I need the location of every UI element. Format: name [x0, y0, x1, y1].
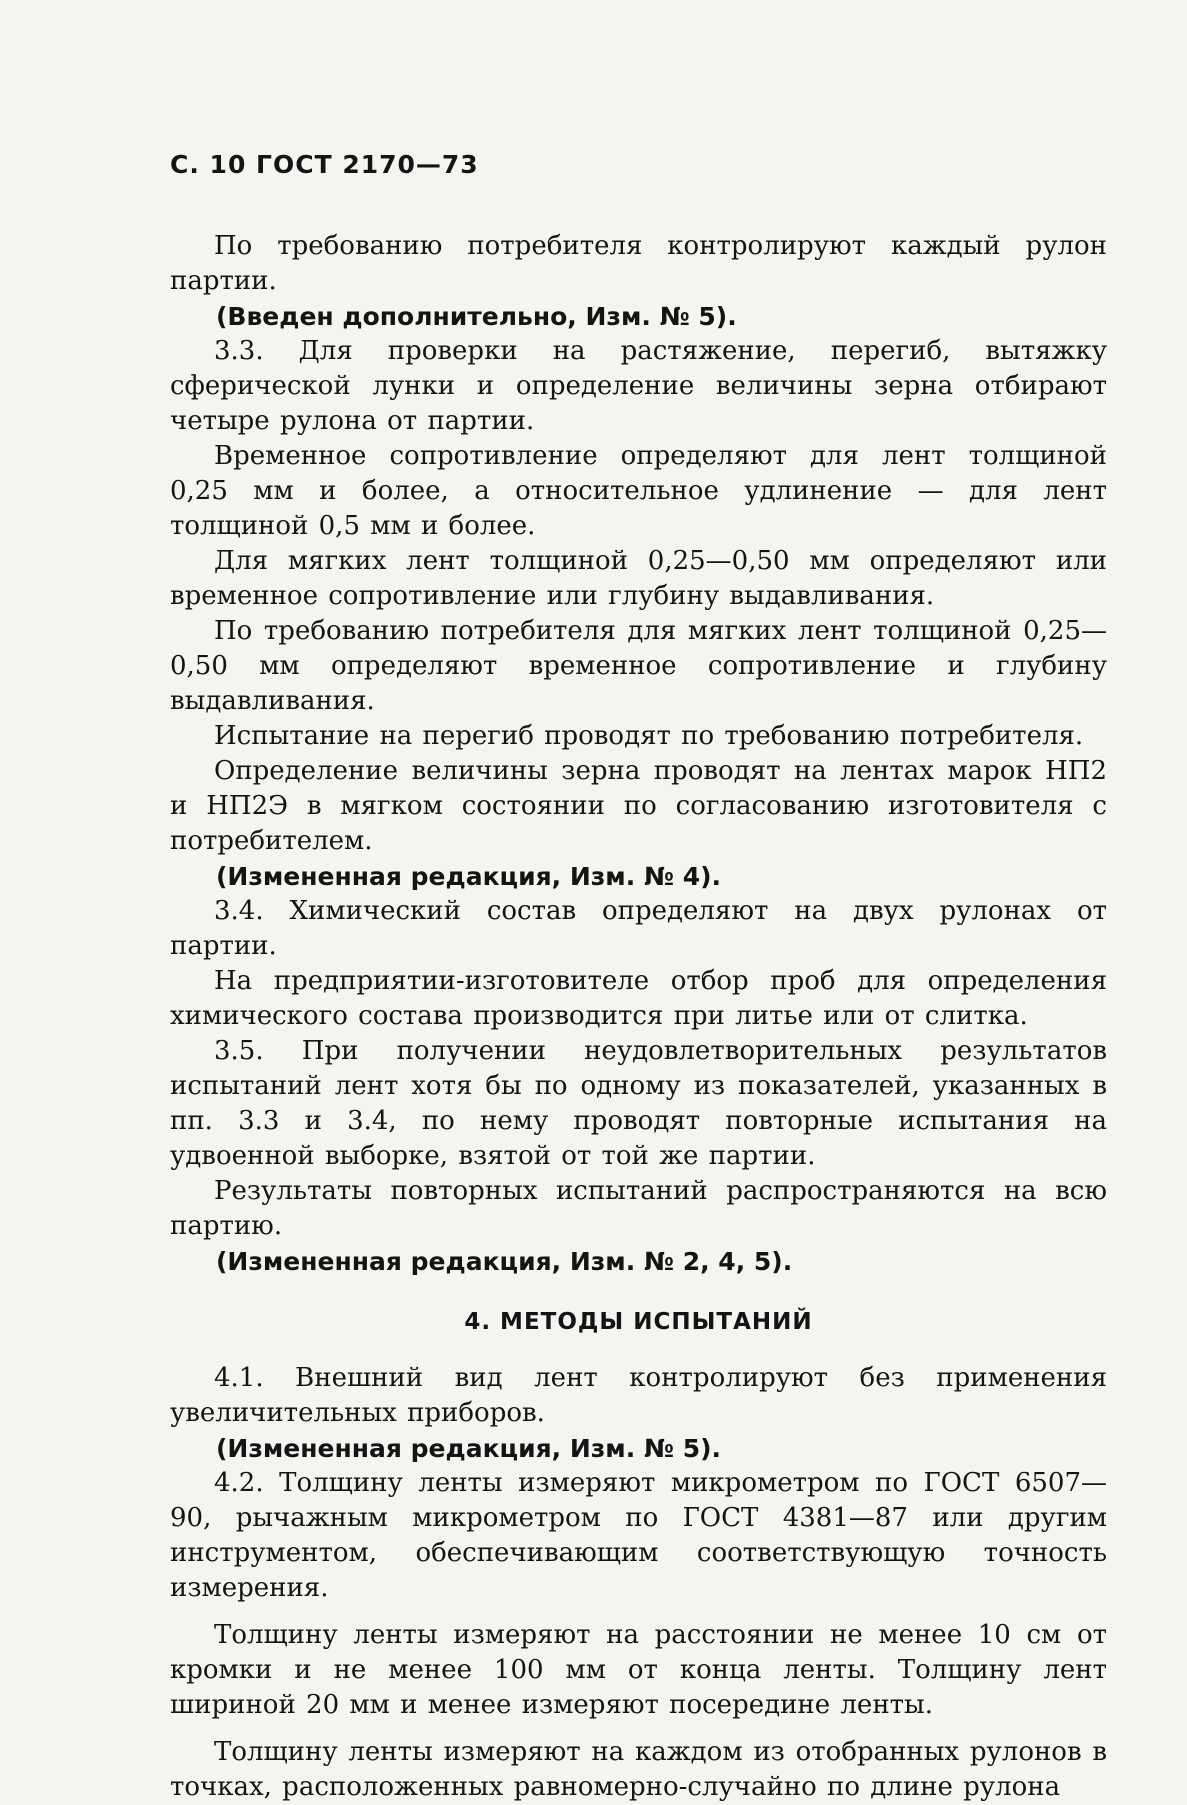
paragraph: 4.2. Толщину ленты измеряют микрометром по ГОСТ 6507—90, рычажным микрометром по ГОСТ 4381—87 или другим инструментом, обеспечивающим соответствующую точность измерения. — [170, 1468, 1107, 1603]
amendment-note: (Измененная редакция, Изм. № 2, 4, 5). — [216, 1247, 793, 1276]
document-body — [170, 229, 1107, 1805]
section-title: 4. МЕТОДЫ ИСПЫТАНИЙ — [464, 1309, 813, 1335]
amendment-note: (Измененная редакция, Изм. № 4). — [216, 862, 722, 891]
paragraph: 3.5. При получении неудовлетворительных результатов испытаний лент хотя бы по одному из показателей, указанных в пп. 3.3 и 3.4, по нему проводят повторные испытания на удвоенной выборке, взятой от той же партии. — [170, 1036, 1107, 1171]
paragraph: На предприятии-изготовителе отбор проб для определения химического состава производится при литье или от слитка. — [170, 966, 1107, 1031]
amendment-note: (Измененная редакция, Изм. № 5). — [216, 1434, 722, 1463]
amendment-note: (Введен дополнительно, Изм. № 5). — [216, 302, 737, 331]
paragraph: Результаты повторных испытаний распространяются на всю партию. — [170, 1176, 1107, 1241]
paragraph: Испытание на перегиб проводят по требованию потребителя. — [214, 721, 1084, 751]
paragraph: Толщину ленты измеряют на расстоянии не менее 10 см от кромки и не менее 100 мм от конца ленты. Толщину лент шириной 20 мм и менее измеряют посередине ленты. — [170, 1620, 1107, 1720]
paragraph: Для мягких лент толщиной 0,25—0,50 мм определяют или временное сопротивление или глубину выдавливания. — [170, 546, 1107, 611]
paragraph: Толщину ленты измеряют на каждом из отобранных рулонов в точках, расположенных равномерно-случайно по длине рулона — [170, 1737, 1107, 1802]
paragraph: 3.4. Химический состав определяют на двух рулонах от партии. — [170, 896, 1107, 961]
paragraph: По требованию потребителя контролируют каждый рулон партии. — [170, 231, 1107, 296]
spacer — [170, 1723, 1107, 1735]
paragraph: Временное сопротивление определяют для лент толщиной 0,25 мм и более, а относительное удлинение — для лент толщиной 0,5 мм и более. — [170, 441, 1107, 541]
paragraph: По требованию потребителя для мягких лент толщиной 0,25—0,50 мм определяют временное сопротивление и глубину выдавливания. — [170, 616, 1107, 716]
paragraph: 3.3. Для проверки на растяжение, перегиб, вытяжку сферической лунки и определение величины зерна отбирают четыре рулона от партии. — [170, 336, 1107, 436]
spacer — [170, 1606, 1107, 1618]
paragraph: 4.1. Внешний вид лент контролируют без применения увеличительных приборов. — [170, 1363, 1107, 1428]
paragraph: Определение величины зерна проводят на лентах марок НП2 и НП2Э в мягком состоянии по согласованию изготовителя с потребителем. — [170, 756, 1107, 856]
page-header: С. 10 ГОСТ 2170—73 — [170, 150, 479, 179]
